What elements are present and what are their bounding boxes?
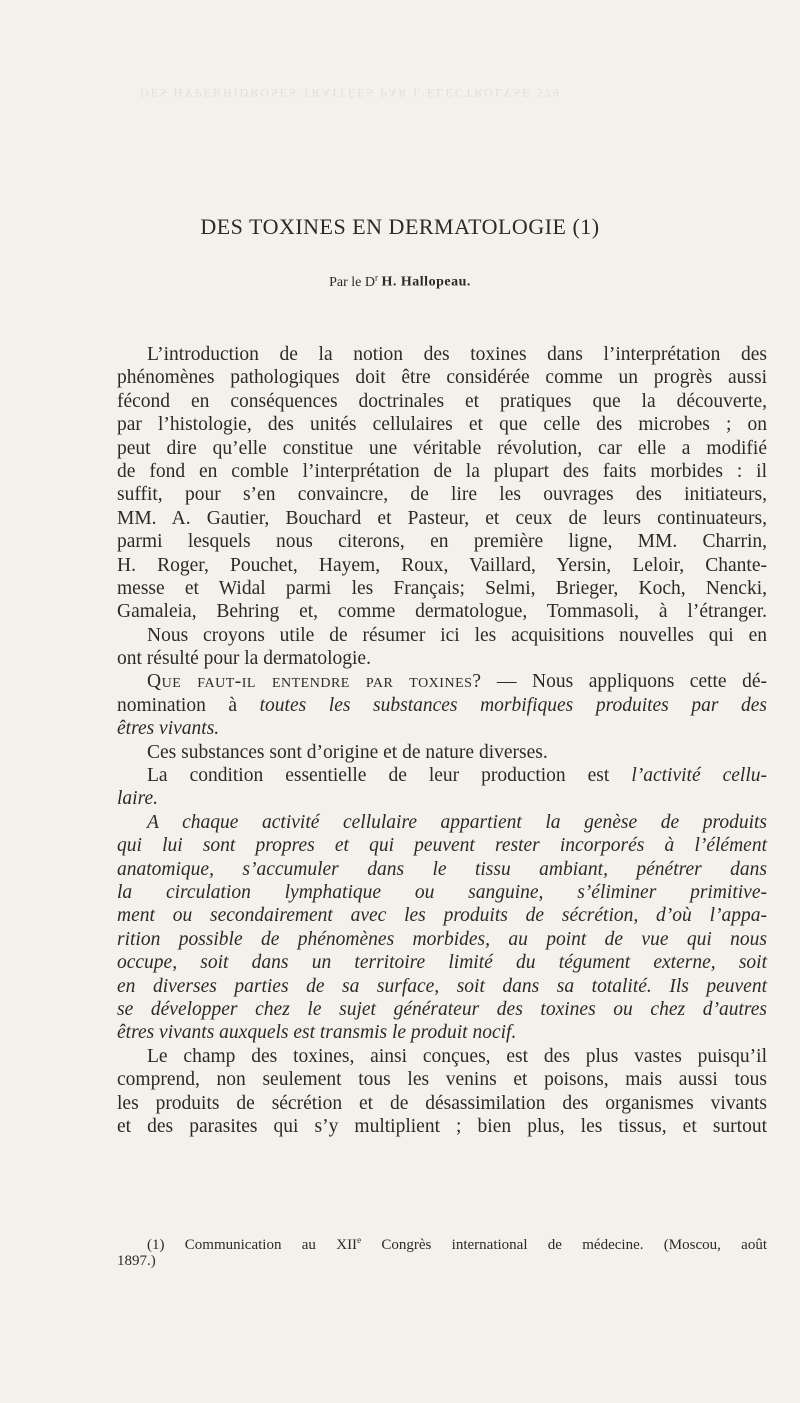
text-line: se développer chez le sujet générateur des toxines ou chez d’autres xyxy=(117,998,767,1020)
text-line: Que faut-il entendre par toxines? — Nous appliquons cette dé- xyxy=(147,671,767,693)
text-line: nomination à toutes les substances morbifiques produites par des xyxy=(117,694,768,716)
text-line: occupe, soit dans un territoire limité du tégument externe, soit xyxy=(117,952,767,974)
text-line: phénomènes pathologiques doit être considérée comme un progrès aussi xyxy=(117,367,767,389)
text-line: la circulation lymphatique ou sanguine, s’éliminer primitive- xyxy=(117,881,767,903)
text-line: Gamaleia, Behring et, comme dermatologue, Tommasoli, à l’étranger. xyxy=(117,601,767,623)
article-title: DES TOXINES EN DERMATOLOGIE (1) xyxy=(200,214,600,239)
text-line: rition possible de phénomènes morbides, au point de vue qui nous xyxy=(117,928,767,950)
byline xyxy=(0,272,800,291)
text-line: parmi lesquels nous citerons, en première ligne, MM. Charrin, xyxy=(117,531,767,553)
author-name: H. Hallopeau. xyxy=(381,274,471,290)
text-line: êtres vivants auxquels est transmis le produit nocif. xyxy=(117,1022,517,1044)
text-line: qui lui sont propres et qui peuvent rester incorporés à l’élément xyxy=(117,835,767,857)
text-line: L’introduction de la notion des toxines dans l’interprétation des xyxy=(147,344,767,365)
text-line: suffit, pour s’en convaincre, de lire les ouvrages des initiateurs, xyxy=(117,484,767,506)
text-line: Ces substances sont d’origine et de nature diverses. xyxy=(147,741,548,763)
article-body xyxy=(117,343,767,1138)
text-line: êtres vivants. xyxy=(117,718,220,740)
text-line: H. Roger, Pouchet, Hayem, Roux, Vaillard, Yersin, Leloir, Chante- xyxy=(117,554,767,576)
footnote xyxy=(117,1230,767,1272)
byline-prefix: Par le $D^r$ xyxy=(329,272,379,290)
text-line: de fond en comble l’interprétation de la plupart des faits morbides : il xyxy=(117,460,767,482)
text-line: fécond en conséquences doctrinales et pratiques que la découverte, xyxy=(117,390,767,412)
text-line: comprend, non seulement tous les venins et poisons, mais aussi tous xyxy=(117,1069,767,1091)
text-line: La condition essentielle de leur production est l’activité cellu- xyxy=(147,765,767,787)
footnote-line: 1897.) xyxy=(117,1253,156,1269)
bleed-through-text: DES HYPERHIDROSES TRAITÉES PAR L'ÉLECTROLYSE 579 xyxy=(140,86,561,100)
text-line: les produits de sécrétion et de désassimilation des organismes vivants xyxy=(117,1092,767,1114)
text-line: Le champ des toxines, ainsi conçues, est des plus vastes puisqu’il xyxy=(147,1045,767,1067)
text-line: ont résulté pour la dermatologie. xyxy=(117,648,371,670)
text-line: anatomique, s’accumuler dans le tissu ambiant, pénétrer dans xyxy=(117,858,767,880)
text-line: par l’histologie, des unités cellulaires et que celle des microbes ; on xyxy=(117,414,767,436)
text-line: laire. xyxy=(117,788,158,810)
section-question: Que faut-il entendre par toxines? xyxy=(147,671,482,693)
footnote-line: (1) Communication au XIIe Congrès international de médecine. (Moscou, août xyxy=(147,1235,767,1253)
text-line: A chaque activité cellulaire appartient la genèse de produits xyxy=(147,811,767,833)
text-line: en diverses parties de sa surface, soit dans sa totalité. Ils peuvent xyxy=(117,975,767,997)
text-line: MM. A. Gautier, Bouchard et Pasteur, et ceux de leurs continuateurs, xyxy=(117,507,767,529)
text-line: ment ou secondairement avec les produits de sécrétion, d’où l’appa- xyxy=(117,905,767,927)
text-line: messe et Widal parmi les Français; Selmi, Brieger, Koch, Nencki, xyxy=(117,577,767,599)
text-line: et des parasites qui s’y multiplient ; bien plus, les tissus, et surtout xyxy=(117,1115,767,1137)
text-line: peut dire qu’elle constitue une véritable révolution, car elle a modifié xyxy=(117,437,767,459)
text-line: Nous croyons utile de résumer ici les acquisitions nouvelles qui en xyxy=(147,624,767,646)
